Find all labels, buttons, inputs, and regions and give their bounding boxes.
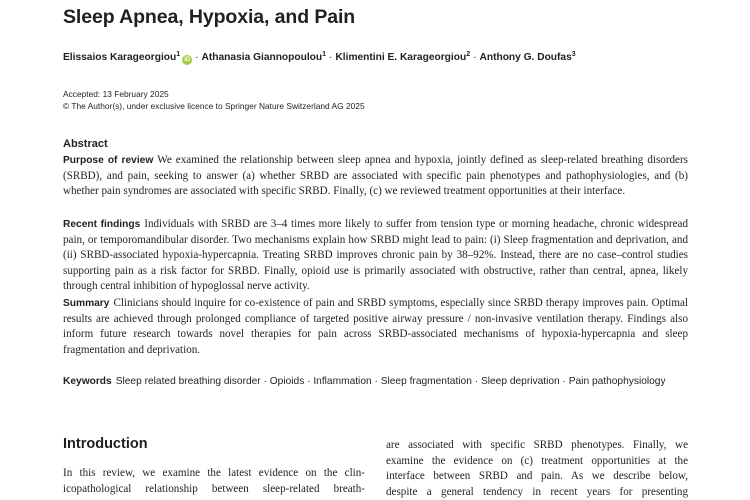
summary-label: Summary <box>63 298 110 309</box>
orcid-icon[interactable]: iD <box>184 57 191 63</box>
article-title: Sleep Apnea, Hypoxia, and Pain <box>63 6 356 28</box>
author-name: Athanasia Giannopoulou <box>201 52 323 63</box>
keywords-text: Sleep related breathing disorder · Opioids · Inflammation · Sleep fragmentation · Sleep deprivation · Pain pathophysiology <box>115 376 666 387</box>
abstract-recent-findings <box>63 217 688 295</box>
accepted-date: Accepted: 13 February 2025 <box>63 89 169 99</box>
purpose-text: We examined the relationship between sleep apnea and hypoxia, jointly defined as sleep-related breathing disorders (SRBD), and pain, seeking to answer (a) whether SRBD are associated with specific pain phenotypes and pathophysiologies, and (b) whether pain syndromes are associated with specific SRBD. Finally, (c) we reviewed treatment opportunities at their interface. <box>63 154 688 197</box>
introduction-left-column <box>63 466 365 497</box>
author-list <box>63 52 576 65</box>
author-name: Anthony G. Doufas <box>479 52 572 63</box>
author-separator: · <box>195 52 199 63</box>
text-line: interface between SRBD and pain. As we describe below, <box>386 470 688 482</box>
author-separator: · <box>329 52 333 63</box>
recent-findings-label: Recent findings <box>63 219 141 230</box>
abstract-heading: Abstract <box>63 138 108 150</box>
author-name: Klimentini E. Karageorgiou <box>335 52 467 63</box>
author-separator: · <box>473 52 477 63</box>
author-affiliation: 1 <box>322 51 327 58</box>
text-line: are associated with specific SRBD phenotypes. Finally, we <box>386 439 688 451</box>
author-affiliation: 3 <box>571 51 576 58</box>
keywords-label: Keywords <box>63 376 112 387</box>
purpose-label: Purpose of review <box>63 155 154 166</box>
text-line: In this review, we examine the latest evidence on the clin- <box>63 467 365 479</box>
author-affiliation: 1 <box>176 51 181 58</box>
text-line: despite a general tendency in recent years for presenting <box>386 485 688 498</box>
recent-findings-text: Individuals with SRBD are 3–4 times more likely to suffer from tension type or morning headache, chronic widespread pain, or temporomandibular disorder. Two mechanisms explain how SRBD might lead to pain: (i) Sleep fragmentation and deprivation, and (ii) SRBD-associated hypoxia-hypercapnia. Treating SRBD improves chronic pain by 38–92%. Instead, there are no case–control studies supporting pain as a risk factor for SRBD. Finally, opioid use is primarily associated with obstructive, rather than central, apnea, likely through central inhibition of hypoglossal nerve activity. <box>63 218 688 292</box>
copyright-notice: © The Author(s), under exclusive licence to Springer Nature Switzerland AG 2025 <box>63 101 365 111</box>
introduction-right-column <box>386 438 688 500</box>
summary-text: Clinicians should inquire for co-existence of pain and SRBD symptoms, especially since SRBD therapy improves pain. Optimal results are achieved through prolonged compliance of targeted positive airway pressure / non-invasive ventilation therapy. Findings also inform future research towards novel therapies for pain across SRBD-associated mechanisms of hypoxia-hypercapnia and sleep fragmentation and deprivation. <box>63 297 688 356</box>
keywords <box>63 374 688 390</box>
text-line: examine the evidence on (c) treatment opportunities at the <box>386 454 688 467</box>
author-affiliation: 2 <box>466 51 471 58</box>
abstract-summary <box>63 296 688 358</box>
author-name: Elissaios Karageorgiou <box>63 52 177 63</box>
text-line: icopathological relationship between sleep-related breath- <box>63 482 365 495</box>
introduction-heading: Introduction <box>63 436 148 452</box>
abstract-purpose <box>63 153 688 200</box>
